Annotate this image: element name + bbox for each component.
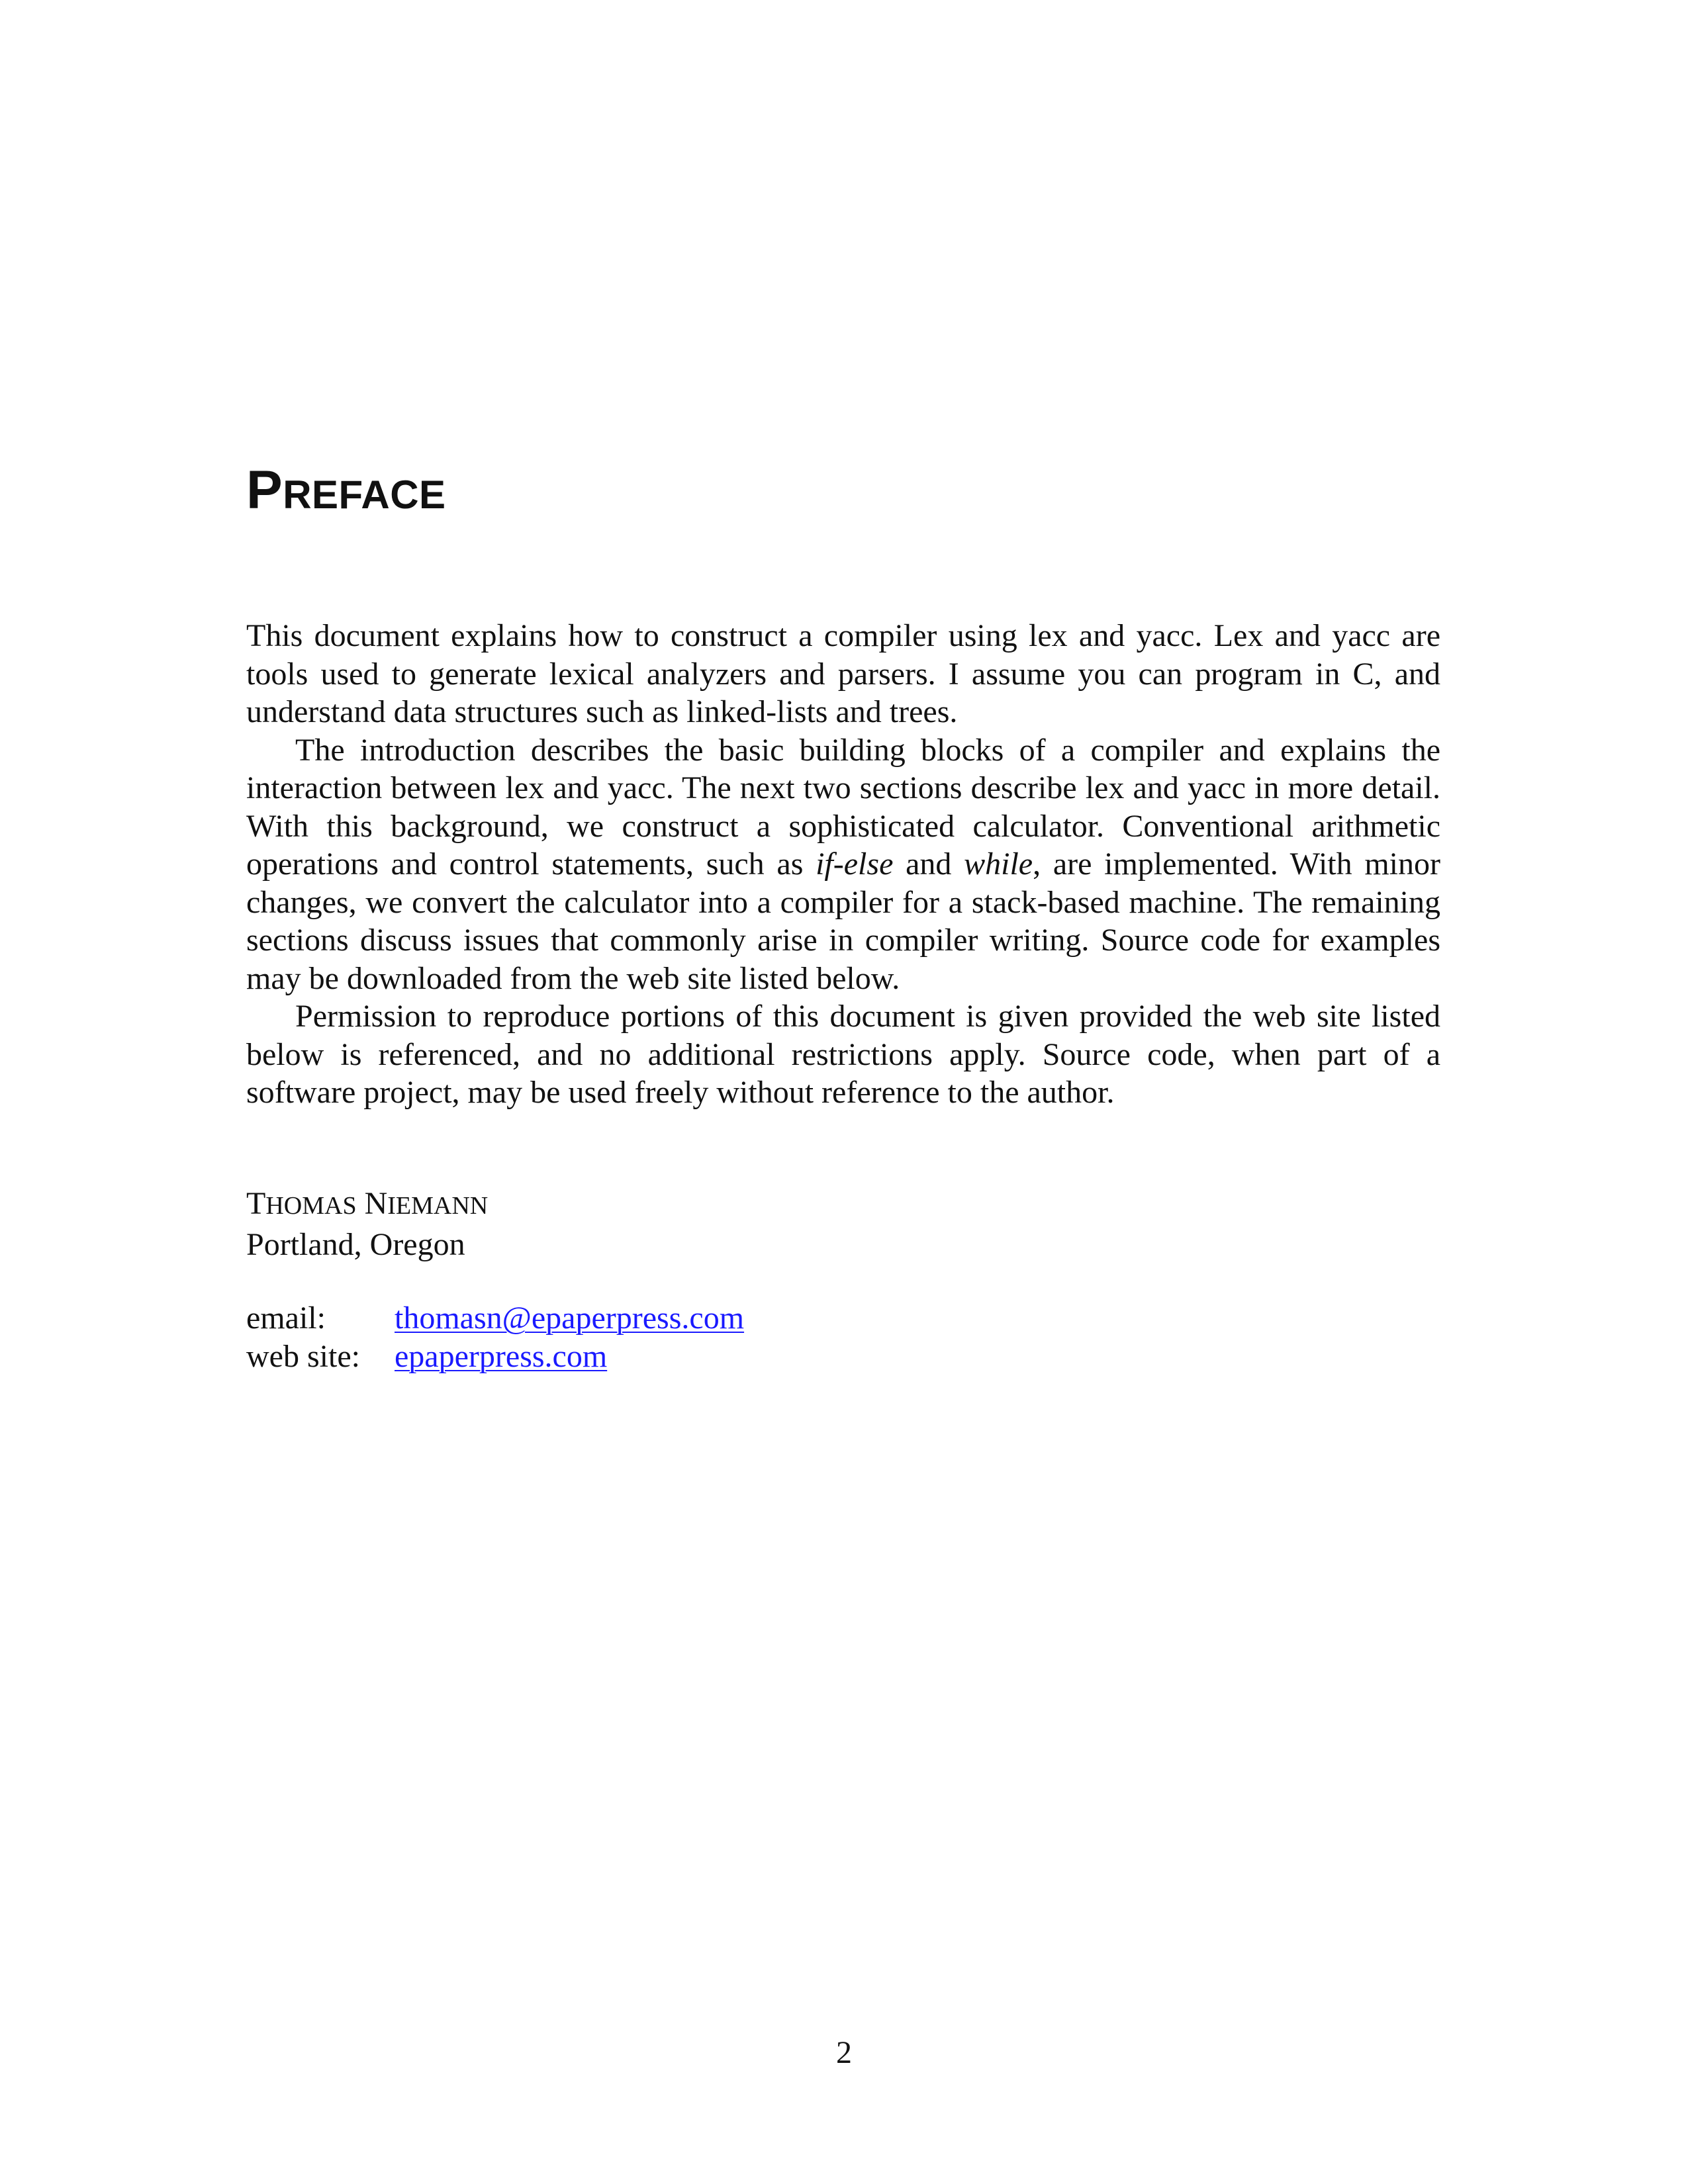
website-link[interactable]: epaperpress.com	[395, 1338, 608, 1374]
title-rest: REFACE	[283, 473, 446, 517]
contact-info	[246, 1299, 744, 1375]
website-label: web site:	[246, 1338, 360, 1374]
paragraph-permission: Permission to reproduce portions of this document is given provided the web site listed below is referenced, and no additional restrictions apply. Source code, when part of a software project, may be used freely without reference to the author.	[246, 999, 1440, 1110]
website-row	[246, 1338, 744, 1376]
overview-text-3: , are implemented. With minor changes, we convert the calculator into a compiler for a stack-based machine. The remaining sections discuss issues that commonly arise in compiler writing. Source code for examples may be downloaded from the web site listed below.	[246, 846, 1440, 996]
keyword-if-else: if-else	[816, 846, 894, 882]
paragraph-overview	[246, 731, 1440, 998]
title-initial: P	[246, 460, 283, 520]
author-signature	[246, 1185, 488, 1263]
email-link[interactable]: thomasn@epaperpress.com	[395, 1300, 745, 1336]
overview-text-1: The introduction describes the basic building blocks of a compiler and explains the interaction between lex and yacc. The next two sections describe lex and yacc in more detail. With this background, we construct a sophisticated calculator. Conventional arithmetic operations and control statements, such as	[246, 732, 1440, 882]
email-row	[246, 1299, 744, 1338]
keyword-while: while	[964, 846, 1033, 882]
email-label: email:	[246, 1300, 326, 1336]
preface-body	[246, 617, 1440, 1112]
overview-text-2: and	[893, 846, 964, 882]
author-location: Portland, Oregon	[246, 1226, 465, 1262]
page-title	[246, 460, 446, 520]
paragraph-intro: This document explains how to construct a compiler using lex and yacc. Lex and yacc are tools used to generate lexical analyzers and parsers. I assume you can program in C, and understand data structures such as linked-lists and trees.	[246, 618, 1440, 729]
page-number: 2	[836, 2035, 852, 2070]
author-name: THOMAS NIEMANN	[246, 1186, 489, 1221]
